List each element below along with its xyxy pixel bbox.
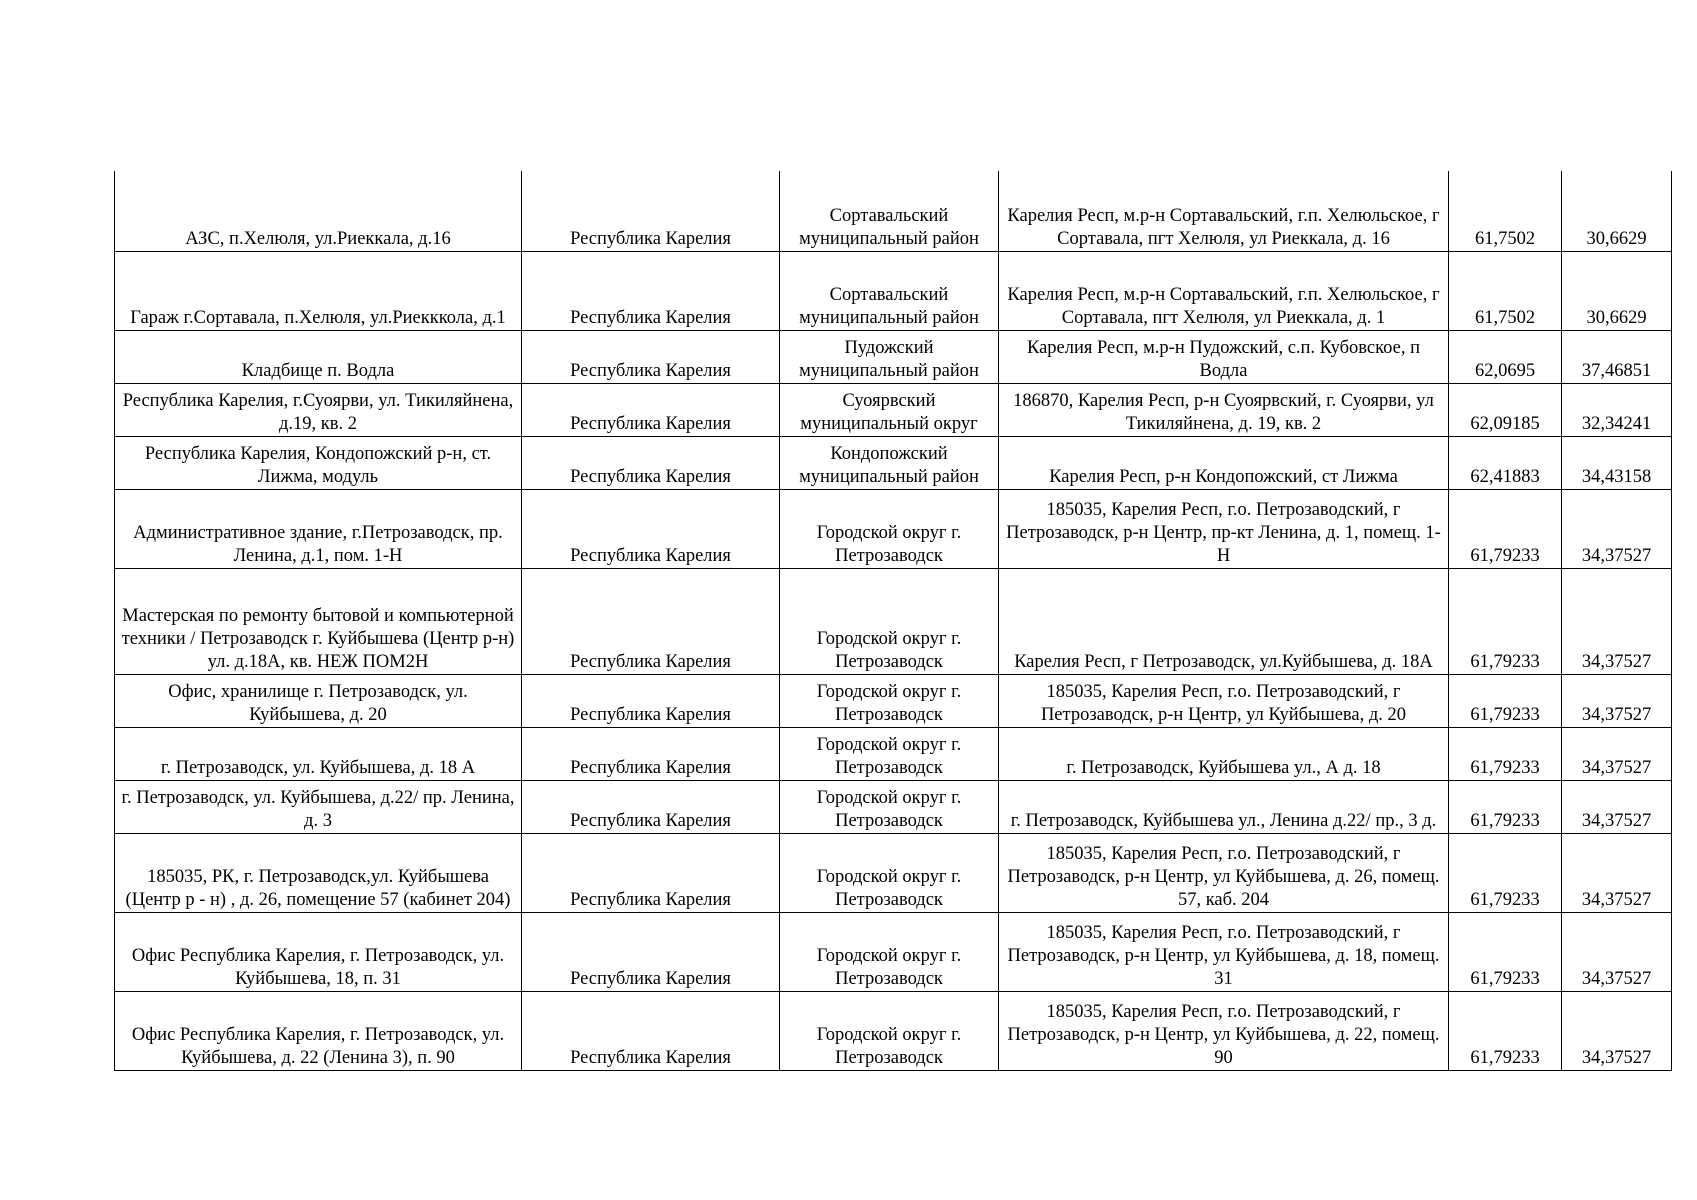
longitude-cell: 30,6629 (1562, 251, 1672, 330)
latitude-cell: 61,7502 (1449, 251, 1562, 330)
address-cell: 185035, Карелия Респ, г.о. Петрозаводский, г Петрозаводск, р-н Центр, ул Куйбышева, д. 18, помещ. 31 (999, 912, 1449, 991)
latitude-cell: 62,41883 (1449, 436, 1562, 489)
municipality-cell: Пудожский муниципальный район (780, 330, 999, 383)
object-cell: Республика Карелия, г.Суоярви, ул. Тикиляйнена, д.19, кв. 2 (115, 383, 522, 436)
table-row (115, 251, 1672, 330)
longitude-cell: 37,46851 (1562, 330, 1672, 383)
address-cell: Карелия Респ, м.р-н Пудожский, с.п. Кубовское, п Водла (999, 330, 1449, 383)
latitude-cell: 61,79233 (1449, 833, 1562, 912)
region-cell: Республика Карелия (522, 383, 780, 436)
longitude-cell: 30,6629 (1562, 171, 1672, 251)
object-cell: Офис Республика Карелия, г. Петрозаводск, ул. Куйбышева, 18, п. 31 (115, 912, 522, 991)
latitude-cell: 61,79233 (1449, 727, 1562, 780)
longitude-cell: 32,34241 (1562, 383, 1672, 436)
municipality-cell: Кондопожский муниципальный район (780, 436, 999, 489)
table-row (115, 436, 1672, 489)
municipality-cell: Сортавальский муниципальный район (780, 171, 999, 251)
address-cell: Карелия Респ, м.р-н Сортавальский, г.п. Хелюльское, г Сортавала, пгт Хелюля, ул Риеккала, д. 16 (999, 171, 1449, 251)
latitude-cell: 62,09185 (1449, 383, 1562, 436)
address-cell: Карелия Респ, г Петрозаводск, ул.Куйбышева, д. 18А (999, 568, 1449, 674)
region-cell: Республика Карелия (522, 912, 780, 991)
objects-table (114, 171, 1672, 1071)
region-cell: Республика Карелия (522, 568, 780, 674)
municipality-cell: Сортавальский муниципальный район (780, 251, 999, 330)
object-cell: Гараж г.Сортавала, п.Хелюля, ул.Риекккола, д.1 (115, 251, 522, 330)
address-cell: 186870, Карелия Респ, р-н Суоярвский, г. Суоярви, ул Тикиляйнена, д. 19, кв. 2 (999, 383, 1449, 436)
region-cell: Республика Карелия (522, 436, 780, 489)
address-cell: г. Петрозаводск, Куйбышева ул., А д. 18 (999, 727, 1449, 780)
table-row (115, 780, 1672, 833)
latitude-cell: 62,0695 (1449, 330, 1562, 383)
object-cell: Офис, хранилище г. Петрозаводск, ул. Куйбышева, д. 20 (115, 674, 522, 727)
table-row (115, 912, 1672, 991)
table-row (115, 489, 1672, 568)
region-cell: Республика Карелия (522, 780, 780, 833)
object-cell: Мастерская по ремонту бытовой и компьютерной техники / Петрозаводск г. Куйбышева (Центр р-н) ул. д.18А, кв. НЕЖ ПОМ2Н (115, 568, 522, 674)
table-row (115, 171, 1672, 251)
municipality-cell: Городской округ г. Петрозаводск (780, 991, 999, 1070)
region-cell: Республика Карелия (522, 251, 780, 330)
municipality-cell: Городской округ г. Петрозаводск (780, 780, 999, 833)
object-cell: 185035, РК, г. Петрозаводск,ул. Куйбышева (Центр р - н) , д. 26, помещение 57 (кабинет 204) (115, 833, 522, 912)
latitude-cell: 61,79233 (1449, 991, 1562, 1070)
address-cell: 185035, Карелия Респ, г.о. Петрозаводский, г Петрозаводск, р-н Центр, ул Куйбышева, д. 20 (999, 674, 1449, 727)
object-cell: Офис Республика Карелия, г. Петрозаводск, ул. Куйбышева, д. 22 (Ленина 3), п. 90 (115, 991, 522, 1070)
table-row (115, 727, 1672, 780)
municipality-cell: Городской округ г. Петрозаводск (780, 674, 999, 727)
longitude-cell: 34,37527 (1562, 727, 1672, 780)
region-cell: Республика Карелия (522, 991, 780, 1070)
longitude-cell: 34,37527 (1562, 991, 1672, 1070)
object-cell: Кладбище п. Водла (115, 330, 522, 383)
municipality-cell: Городской округ г. Петрозаводск (780, 833, 999, 912)
latitude-cell: 61,79233 (1449, 780, 1562, 833)
latitude-cell: 61,79233 (1449, 674, 1562, 727)
region-cell: Республика Карелия (522, 727, 780, 780)
region-cell: Республика Карелия (522, 674, 780, 727)
municipality-cell: Суоярвский муниципальный округ (780, 383, 999, 436)
longitude-cell: 34,43158 (1562, 436, 1672, 489)
object-cell: г. Петрозаводск, ул. Куйбышева, д. 18 А (115, 727, 522, 780)
object-cell: Республика Карелия, Кондопожский р-н, ст. Лижма, модуль (115, 436, 522, 489)
latitude-cell: 61,79233 (1449, 912, 1562, 991)
address-cell: 185035, Карелия Респ, г.о. Петрозаводский, г Петрозаводск, р-н Центр, ул Куйбышева, д. 26, помещ. 57, каб. 204 (999, 833, 1449, 912)
address-cell: Карелия Респ, р-н Кондопожский, ст Лижма (999, 436, 1449, 489)
latitude-cell: 61,79233 (1449, 489, 1562, 568)
object-cell: г. Петрозаводск, ул. Куйбышева, д.22/ пр. Ленина, д. 3 (115, 780, 522, 833)
region-cell: Республика Карелия (522, 833, 780, 912)
address-cell: 185035, Карелия Респ, г.о. Петрозаводский, г Петрозаводск, р-н Центр, ул Куйбышева, д. 22, помещ. 90 (999, 991, 1449, 1070)
table-row (115, 568, 1672, 674)
longitude-cell: 34,37527 (1562, 489, 1672, 568)
table-row (115, 330, 1672, 383)
municipality-cell: Городской округ г. Петрозаводск (780, 912, 999, 991)
table-row (115, 833, 1672, 912)
longitude-cell: 34,37527 (1562, 833, 1672, 912)
latitude-cell: 61,79233 (1449, 568, 1562, 674)
object-cell: АЗС, п.Хелюля, ул.Риеккала, д.16 (115, 171, 522, 251)
municipality-cell: Городской округ г. Петрозаводск (780, 489, 999, 568)
longitude-cell: 34,37527 (1562, 912, 1672, 991)
municipality-cell: Городской округ г. Петрозаводск (780, 568, 999, 674)
longitude-cell: 34,37527 (1562, 780, 1672, 833)
region-cell: Республика Карелия (522, 330, 780, 383)
table-row (115, 383, 1672, 436)
region-cell: Республика Карелия (522, 171, 780, 251)
table-row (115, 991, 1672, 1070)
address-cell: г. Петрозаводск, Куйбышева ул., Ленина д.22/ пр., 3 д. (999, 780, 1449, 833)
longitude-cell: 34,37527 (1562, 674, 1672, 727)
longitude-cell: 34,37527 (1562, 568, 1672, 674)
address-cell: 185035, Карелия Респ, г.о. Петрозаводский, г Петрозаводск, р-н Центр, пр-кт Ленина, д. 1, помещ. 1-Н (999, 489, 1449, 568)
region-cell: Республика Карелия (522, 489, 780, 568)
latitude-cell: 61,7502 (1449, 171, 1562, 251)
object-cell: Административное здание, г.Петрозаводск, пр. Ленина, д.1, пом. 1-Н (115, 489, 522, 568)
address-cell: Карелия Респ, м.р-н Сортавальский, г.п. Хелюльское, г Сортавала, пгт Хелюля, ул Риеккала, д. 1 (999, 251, 1449, 330)
table-row (115, 674, 1672, 727)
municipality-cell: Городской округ г. Петрозаводск (780, 727, 999, 780)
